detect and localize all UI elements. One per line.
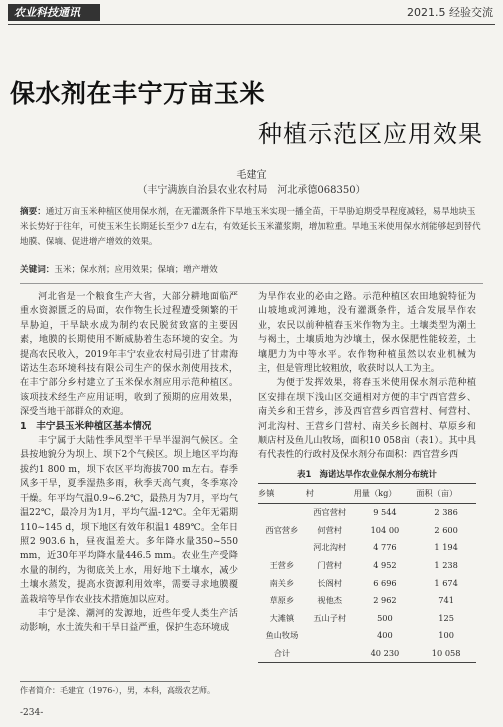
table-cell: 400: [377, 630, 393, 641]
table-cell: 南关乡: [269, 577, 295, 588]
distribution-table: [258, 483, 476, 663]
table-cell: [258, 503, 306, 521]
table-cell: 门营村: [317, 560, 342, 571]
table-row: [258, 539, 476, 557]
table-cell: [306, 644, 354, 662]
title-line-1: 保水剂在丰宁万亩玉米: [10, 79, 266, 108]
table-row: [258, 556, 476, 574]
table-cell: 西官营乡: [265, 524, 299, 535]
table-cell: 1 238: [434, 560, 458, 571]
page-number: -234-: [20, 708, 44, 718]
table-cell: 河北沟村: [313, 542, 347, 553]
table-cell: [306, 627, 354, 645]
author: 毛建宜: [236, 170, 267, 181]
paragraph: 为便于发挥效果，将春玉米使用保水剂示范种植区安排在坝下浅山区交通相对方便的丰宁西官营乡、南关乡和王营乡，涉及西官营乡西官营村、何营村、河北沟村、王营乡门营村、南关乡长阁村、草原乡和顺店村及鱼儿山牧场，面积10 058亩（表1）。其中具有代表性的行政村及保水剂分布面积：西官营乡西: [258, 378, 476, 461]
keywords: [20, 263, 482, 275]
table-cell: 6 696: [373, 577, 397, 588]
section-heading: 1 丰宁县玉米种植区基本情况: [20, 420, 152, 432]
footnote: 作者简介：毛建宜（1976-），男，本科，高级农艺师。: [20, 686, 216, 695]
header-rule: [8, 24, 495, 25]
table-row: [258, 521, 476, 539]
abstract-text: 通过万亩玉米种植区使用保水剂，在无灌溉条件下旱地玉米实现一播全苗，干旱胁迫期受旱程度减轻，易旱地块玉米长势好于往年，可使玉米生长期延长至少7 d左右，有效延长玉米灌浆期，增加粒重。旱地玉米使用保水剂能够起到替代地膜、保墒、促进增产增效的效果。: [20, 207, 481, 247]
table-cell: 2 386: [434, 507, 458, 518]
table-header-cell: 面积（亩）: [416, 484, 476, 503]
table-cell: 五山子村: [313, 612, 347, 623]
table-cell: 104 00: [370, 524, 400, 535]
table-cell: 2 600: [434, 524, 458, 535]
table-cell: 500: [377, 612, 393, 623]
table-cell: 100: [438, 630, 454, 641]
table-cell: 2 962: [373, 595, 397, 606]
table-cell: 4 952: [373, 560, 397, 571]
table-row: [258, 644, 476, 662]
table-cell: [258, 539, 306, 557]
paragraph: 丰宁是滦、潮河的发源地，近些年受人类生产活动影响，水土流失和干旱日益严重，保护生态环境成: [20, 608, 238, 634]
paragraph: 为旱作农业的必由之路。示范种植区农田地貌特征为山坡地或河滩地，没有灌溉条件，适合发展旱作农业，农民以前种植春玉米作物为主。土壤类型为潮土与褐土，土壤质地为沙壤土，保水保肥性能较差，土壤肥力为中等水平。农作物种植虽然以农业机械为主，但是管理比较粗放，收获时以人工为主。: [258, 292, 476, 375]
table-cell: 长阁村: [317, 577, 342, 588]
table-row: [258, 592, 476, 610]
footnote-rule: [20, 681, 190, 682]
table-caption: 表1 海诺达旱作农业保水剂分布统计: [297, 468, 437, 479]
abstract: [20, 205, 482, 250]
paragraph: 河北省是一个粮食生产大省，大部分耕地面临严重水资源匮乏的局面，农作物生长过程遭受频繁的干旱胁迫，干旱缺水成为制约农民脱贫致富的主要因素，地膜的长期使用不断威胁着生态环境的安全。为提高农民收入，2019年丰宁农业农村局引进了甘肃海诺达生态环境科技有限公司生产的保水剂使用技术，在丰宁部分乡村建立了玉米保水剂应用示范种植区。该项技术经生产应用证明，收到了预期的应用效果，深受当地干部群众的欢迎。: [20, 292, 238, 418]
issue-label: 2021.5 经验交流: [407, 6, 493, 19]
right-column: [258, 290, 476, 663]
table-header-cell: 用量（kg）: [354, 484, 417, 503]
table-cell: 王营乡: [269, 560, 295, 571]
table-header-cell: 乡镇: [258, 484, 306, 503]
affiliation: （丰宁满族自治县农业农村局 河北承德068350）: [137, 185, 366, 196]
table-cell: 9 544: [373, 507, 397, 518]
journal-name: 农业科技通讯: [8, 4, 100, 21]
table-cell: 何营村: [317, 524, 342, 535]
table-row: [258, 609, 476, 627]
table-cell: 1 674: [434, 577, 458, 588]
table-cell: 草原乡: [269, 595, 295, 606]
table-cell: 西官营村: [313, 507, 347, 518]
table-cell: 合计: [258, 644, 306, 662]
table-cell: 741: [438, 595, 454, 606]
table-row: [258, 503, 476, 521]
table-cell: 视他杰: [317, 595, 342, 606]
abstract-label: 摘要：: [20, 207, 46, 217]
table-cell: 1 194: [434, 542, 458, 553]
table-cell: 鱼山牧场: [265, 630, 299, 641]
page-header: [0, 0, 503, 30]
table-header-cell: 村: [306, 484, 354, 503]
table-cell: 40 230: [354, 644, 417, 662]
table-row: [258, 574, 476, 592]
paragraph: 丰宁属于大陆性季风型半干旱半湿润气候区。全县按地貌分为坝上、坝下2个气候区。坝上地区平均海拔约1 800 m，坝下农区平均海拔700 m左右。春季风多干旱，夏季湿热多雨，秋季天高气爽，冬季寒冷干燥。年平均气温0.9~6.2℃，最热月为7月，平均气温22℃，最冷月为1月，平均气温-12℃。全年无霜期110~145 d，坝下地区有效年积温1 489℃。全年日照2 903.6 h，昼夜温差大。多年降水量350~550 mm，近30年平均降水量446.5 mm。农业生产受降水量的制约，为彻底关上水，用好地下土壤水，减少土壤水蒸发，提高水资源利用效率，需要寻求地膜覆盖栽培等旱作农业技术措施加以应对。: [20, 436, 238, 605]
table-header-row: [258, 484, 476, 503]
table-cell: 4 776: [373, 542, 397, 553]
keywords-label: 关键词：: [20, 265, 55, 275]
title-line-2: 种植示范区应用效果: [258, 120, 483, 148]
abstract-rule: [20, 283, 483, 284]
keywords-text: 玉米；保水剂；应用效果；保墒；增产增效: [54, 265, 218, 275]
table-cell: 10 058: [416, 644, 476, 662]
left-column: [20, 290, 238, 636]
table-cell: 125: [438, 612, 454, 623]
table-row: [258, 627, 476, 645]
table-cell: 大滩镇: [269, 612, 295, 623]
